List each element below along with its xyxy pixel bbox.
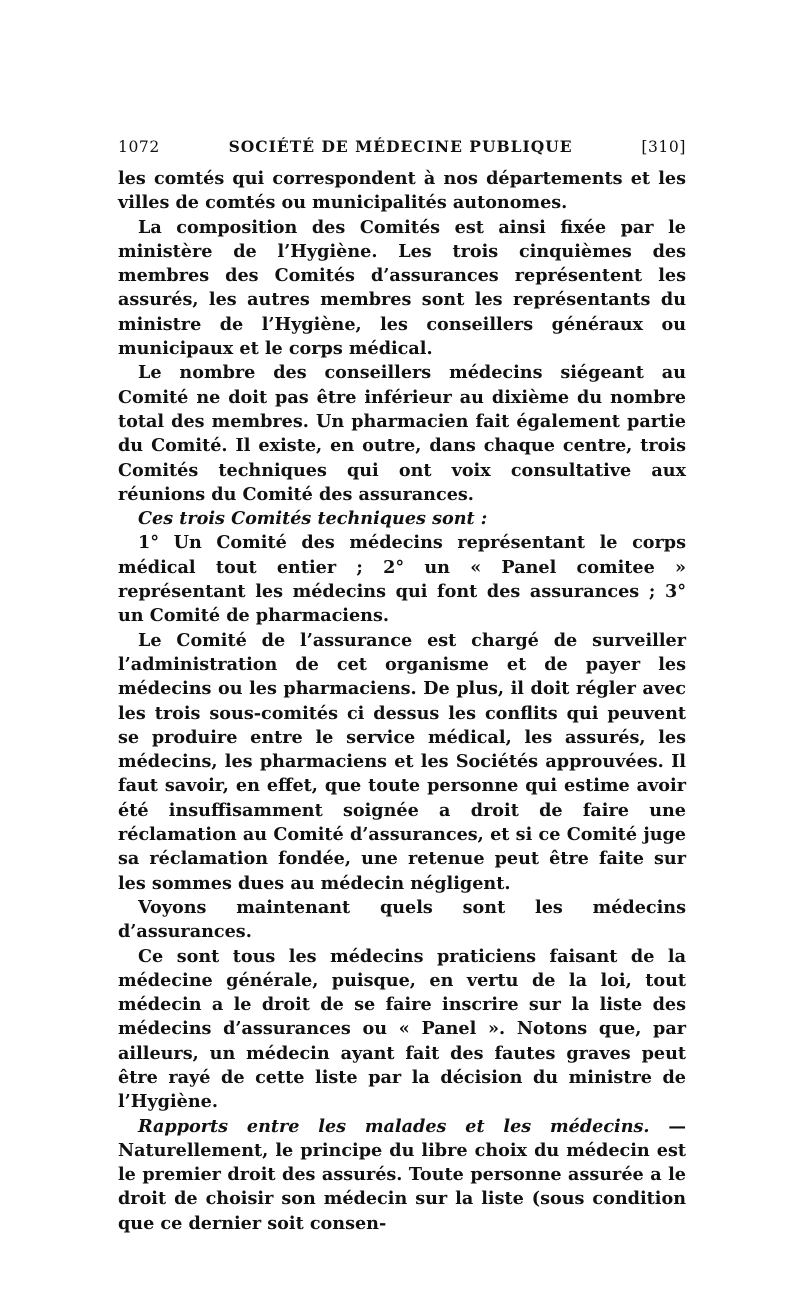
paragraph-8: Ce sont tous les médecins praticiens faisant de la médecine générale, puisque, en vertu de la loi, tout médecin a le droit de se faire inscrire sur la liste des médecins d’assurances ou « Panel ». Notons que, par ailleurs, un médecin ayant fait des fautes graves peut être rayé de cette liste par la décision du ministre de l’Hygiène. — [118, 945, 686, 1113]
paragraph-5: 1° Un Comité des médecins représentant le corps médical tout entier ; 2° un « Panel comitee » représentant les médecins qui font des assurances ; 3° un Comité de pharmaciens. — [118, 532, 686, 627]
paragraph-3: Le nombre des conseillers médecins siégeant au Comité ne doit pas être inférieur au dixième du nombre total des membres. Un pharmacien fait également partie du Comité. Il existe, en outre, dans chaque centre, trois Comités techniques qui ont voix consultative aux réunions du Comité des assurances. — [118, 362, 686, 505]
paragraph-1: les comtés qui correspondent à nos départements et les villes de comtés ou municipalités autonomes. — [118, 168, 686, 214]
paragraph-6: Le Comité de l’assurance est chargé de surveiller l’administration de cet organisme et de payer les médecins ou les pharmaciens. De plus, il doit régler avec les trois sous-comités ci dessus les conflits qui peuvent se produire entre le service médical, les assurés, les médecins, les pharmaciens et les Sociétés approuvées. Il faut savoir, en effet, que toute personne qui estime avoir été insuffisamment soignée a droit de faire une réclamation au Comité d’assurances, et si ce Comité juge sa réclamation fondée, une retenue peut être faite sur les sommes dues au médecin négligent. — [118, 629, 686, 894]
paragraph-2: La composition des Comités est ainsi fixée par le ministère de l’Hygiène. Les trois cinquièmes des membres des Comités d’assurances représentent les assurés, les autres membres sont les représentants du ministre de l’Hygiène, les conseillers généraux ou municipaux et le corps médical. — [118, 216, 686, 360]
paragraph-4: Ces trois Comités techniques sont : — [138, 508, 488, 530]
book-page — [118, 137, 686, 1236]
paragraph-9 — [118, 1115, 686, 1236]
page-reference: [310] — [641, 138, 686, 156]
running-header — [118, 137, 686, 167]
paragraph-7: Voyons maintenant quels sont les médecins d’assurances. — [118, 896, 686, 943]
running-title: SOCIÉTÉ DE MÉDECINE PUBLIQUE — [228, 137, 573, 156]
page-number: 1072 — [118, 138, 160, 156]
section-heading: Rapports entre les malades et les médecins. — [138, 1115, 650, 1137]
body-text — [118, 167, 686, 1236]
paragraph-9-text: — Naturellement, le principe du libre choix du médecin est le premier droit des assurés. Toute personne assurée a le droit de choisir son médecin sur la liste (sous condition que ce dernier soit consen- — [118, 1115, 686, 1234]
